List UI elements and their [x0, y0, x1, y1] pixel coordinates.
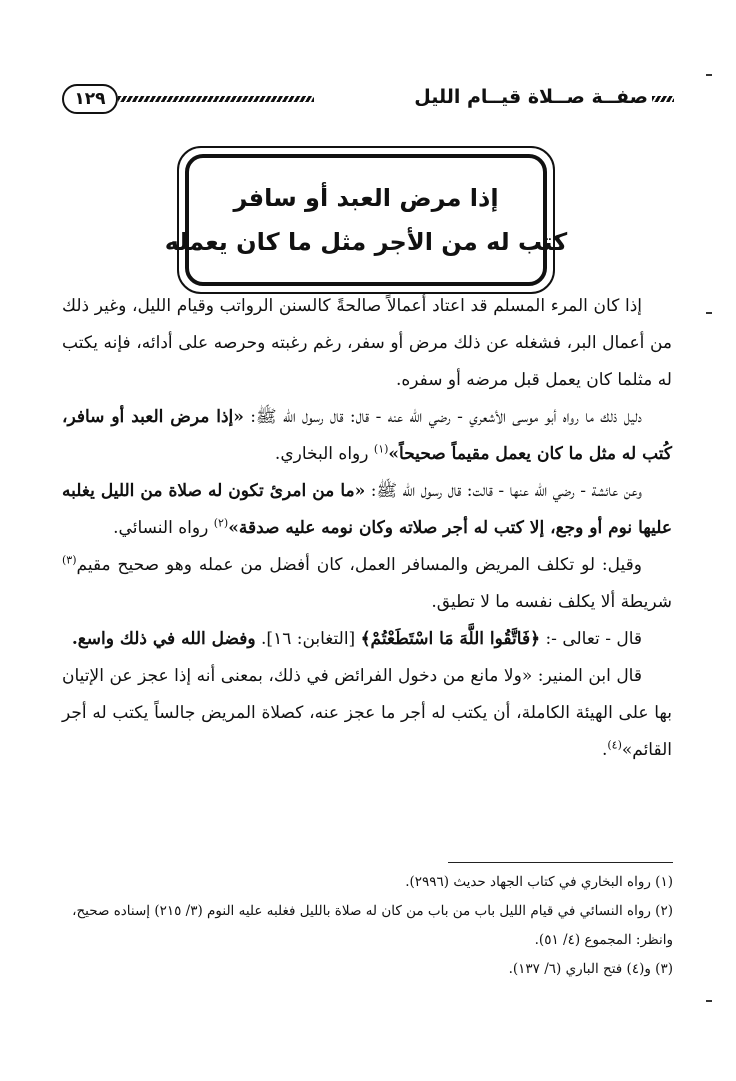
paragraph-text: رواه البخاري. [274, 444, 374, 464]
paragraph-text: شريطة ألا يكلف نفسه ما لا تطيق. [431, 592, 672, 612]
footnote: (٢) رواه النسائي في قيام الليل باب من باب من كان له صلاة بالليل فغلبه عليه النوم (٣/ ٢١٥) إسناده صحيح، وانظر: المجموع (٤/ ٥١). [72, 903, 673, 948]
page-number: ١٢٩ [62, 84, 118, 114]
hadith-text: «إذا مرض العبد أو سافر، كُتب له مثل ما كان يعمل مقيماً صحيحاً» [62, 407, 672, 464]
footnote: (١) رواه البخاري في كتاب الجهاد حديث (٢٩٩٦). [405, 874, 673, 890]
footnote: (٣) و(٤) فتح الباري (٦/ ١٣٧). [508, 961, 673, 977]
margin-mark [706, 1000, 712, 1002]
body-text [62, 288, 672, 769]
running-header-title: صفــة صــلاة قيــام الليل [414, 86, 648, 108]
paragraph-text: إذا كان المرء المسلم قد اعتاد أعمالاً صالحةً كالسنن الرواتب وقيام الليل، وغير ذلك من أعمال البر، فشغله عن ذلك مرض أو سفر، رغم رغبته وحرصه على أدائه، فإنه يكتب له مثلما كان يعمل قبل مرضه أو سفره. [62, 296, 672, 390]
footnote-ref: (٣) [62, 553, 77, 567]
margin-mark [706, 74, 712, 76]
running-header [62, 84, 662, 116]
paragraph [62, 473, 672, 547]
margin-mark [706, 312, 712, 314]
paragraph-text: قال ابن المنير: «ولا مانع من دخول الفرائض في ذلك، بمعنى أنه إذا عجز عن الإتيان بها على الهيئة الكاملة، أن يكتب له أجر ما عجز عنه، كصلاة المريض جالساً يكتب له أجر القائم» [62, 666, 672, 760]
paragraph [62, 658, 672, 769]
header-rule [118, 96, 314, 102]
verse-citation: [التغابن: ١٦]. [255, 629, 361, 649]
paragraph-text: وقيل: لو تكلف المريض والمسافر العمل، كان أفضل من عمله وهو صحيح مقيم [76, 555, 642, 575]
paragraph-text: وعن عائشة - رضي الله عنها - قالت: قال رسول الله ﷺ: [365, 481, 642, 501]
quran-verse: ﴿فَاتَّقُوا اللَّهَ مَا اسْتَطَعْتُمْ﴾ [360, 629, 541, 649]
chapter-title-inner-frame [164, 154, 568, 286]
paragraph [62, 288, 672, 399]
paragraph-text: دليل ذلك ما رواه أبو موسى الأشعري - رضي الله عنه - قال: قال رسول الله ﷺ: [243, 407, 642, 427]
paragraph [62, 399, 672, 473]
footnote-ref: (١) [373, 442, 389, 456]
paragraph [62, 621, 672, 658]
footnote-ref: (٤) [607, 738, 622, 752]
chapter-title-frame [164, 146, 568, 294]
chapter-title-line-1: إذا مرض العبد أو سافر [233, 184, 499, 212]
hadith-text: «ما من امرئ تكون له صلاة من الليل يغلبه عليها نوم أو وجع، إلا كتب له أجر صلاته وكان نومه عليه صدقة» [62, 481, 672, 538]
paragraph-text: قال - تعالى -: [540, 629, 642, 649]
chapter-title-line-2: كتب له من الأجر مثل ما كان يعمله [164, 228, 568, 256]
footnote-ref: (٢) [213, 516, 229, 530]
paragraph-text: . [601, 740, 608, 760]
paragraph-text: رواه النسائي. [113, 518, 214, 538]
paragraph-emphasis: وفضل الله في ذلك واسع. [71, 629, 256, 649]
footnote-separator [448, 862, 673, 863]
paragraph [62, 547, 672, 621]
footnotes [62, 868, 673, 984]
header-rule-end [652, 96, 674, 102]
